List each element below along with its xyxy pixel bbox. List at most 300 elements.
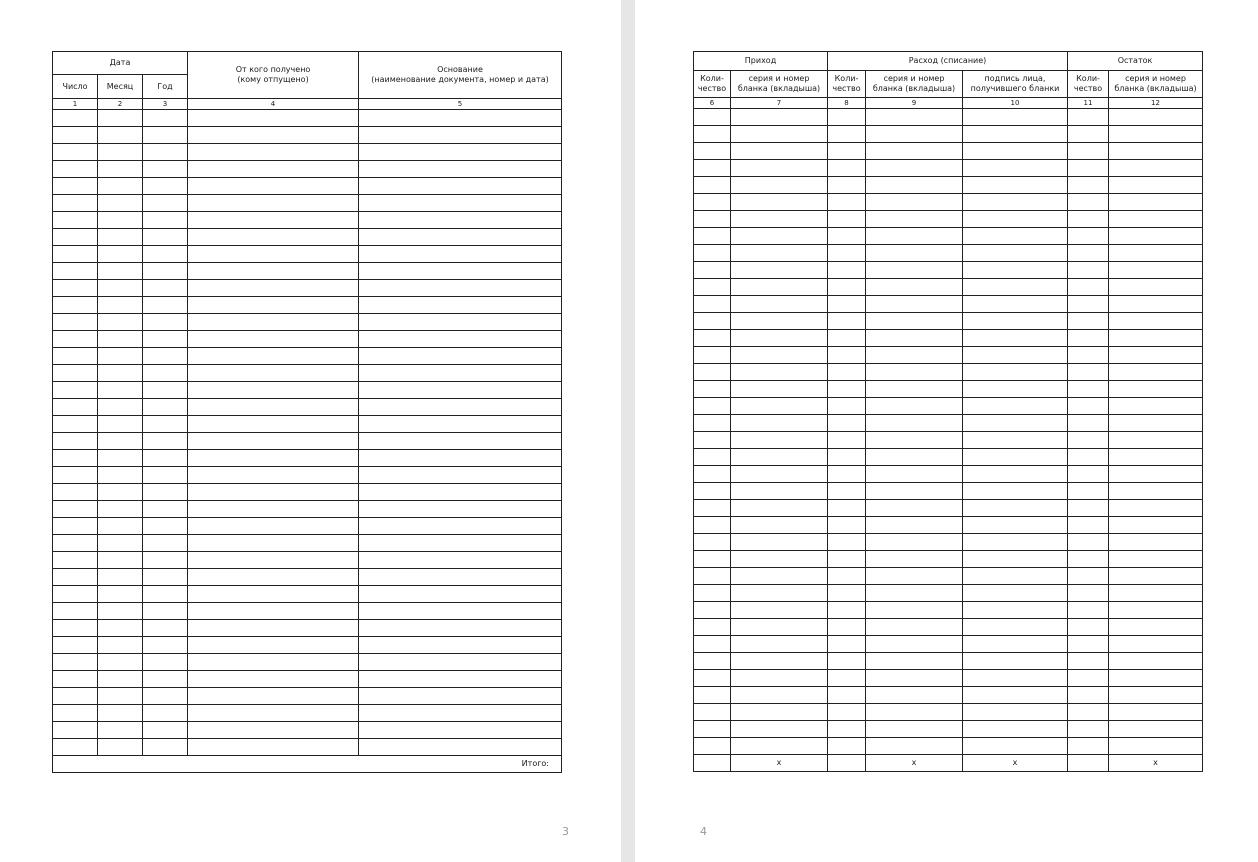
table-cell[interactable] <box>188 212 359 229</box>
table-cell[interactable] <box>1109 398 1203 415</box>
table-cell[interactable] <box>143 195 188 212</box>
table-cell[interactable] <box>1068 687 1109 704</box>
table-cell[interactable] <box>98 586 143 603</box>
table-cell[interactable] <box>731 568 828 585</box>
table-cell[interactable] <box>359 484 562 501</box>
table-cell[interactable] <box>963 398 1068 415</box>
table-cell[interactable] <box>359 348 562 365</box>
table-cell[interactable] <box>359 671 562 688</box>
table-cell[interactable] <box>1109 432 1203 449</box>
table-cell[interactable] <box>731 466 828 483</box>
table-cell[interactable] <box>963 687 1068 704</box>
table-cell[interactable] <box>1068 262 1109 279</box>
table-cell[interactable] <box>359 416 562 433</box>
table-cell[interactable] <box>694 364 731 381</box>
table-cell[interactable] <box>53 722 98 739</box>
table-cell[interactable] <box>98 671 143 688</box>
table-cell[interactable] <box>963 619 1068 636</box>
table-cell[interactable] <box>188 229 359 246</box>
table-cell[interactable] <box>98 450 143 467</box>
table-cell[interactable] <box>1068 177 1109 194</box>
table-cell[interactable] <box>828 398 866 415</box>
table-cell[interactable] <box>1109 109 1203 126</box>
table-cell[interactable] <box>963 585 1068 602</box>
table-cell[interactable] <box>866 568 963 585</box>
table-cell[interactable] <box>694 245 731 262</box>
table-cell[interactable] <box>1068 636 1109 653</box>
table-cell[interactable] <box>359 144 562 161</box>
table-cell[interactable] <box>188 433 359 450</box>
table-cell[interactable] <box>694 517 731 534</box>
table-cell[interactable] <box>359 110 562 127</box>
table-cell[interactable] <box>731 126 828 143</box>
table-cell[interactable] <box>53 501 98 518</box>
table-cell[interactable] <box>1068 415 1109 432</box>
table-cell[interactable] <box>53 348 98 365</box>
table-cell[interactable] <box>53 280 98 297</box>
table-cell[interactable] <box>188 314 359 331</box>
table-cell[interactable] <box>828 347 866 364</box>
table-cell[interactable] <box>188 467 359 484</box>
table-cell[interactable] <box>694 636 731 653</box>
table-cell[interactable] <box>866 670 963 687</box>
table-cell[interactable] <box>694 228 731 245</box>
table-cell[interactable] <box>143 620 188 637</box>
table-cell[interactable] <box>866 602 963 619</box>
table-cell[interactable] <box>963 330 1068 347</box>
table-cell[interactable] <box>828 262 866 279</box>
table-cell[interactable] <box>188 688 359 705</box>
table-cell[interactable] <box>694 279 731 296</box>
table-cell[interactable] <box>188 722 359 739</box>
table-cell[interactable] <box>53 552 98 569</box>
table-cell[interactable] <box>143 161 188 178</box>
table-cell[interactable] <box>1068 517 1109 534</box>
table-cell[interactable] <box>828 330 866 347</box>
table-cell[interactable] <box>188 739 359 756</box>
table-cell[interactable] <box>359 178 562 195</box>
table-cell[interactable] <box>359 467 562 484</box>
table-cell[interactable] <box>963 653 1068 670</box>
table-cell[interactable] <box>98 280 143 297</box>
table-cell[interactable] <box>98 399 143 416</box>
table-cell[interactable] <box>963 721 1068 738</box>
table-cell[interactable] <box>188 331 359 348</box>
table-cell[interactable] <box>1109 262 1203 279</box>
table-cell[interactable] <box>98 467 143 484</box>
table-cell[interactable] <box>98 246 143 263</box>
table-cell[interactable] <box>828 296 866 313</box>
table-cell[interactable] <box>188 637 359 654</box>
table-cell[interactable] <box>1109 500 1203 517</box>
table-cell[interactable] <box>53 450 98 467</box>
table-cell[interactable] <box>963 449 1068 466</box>
table-cell[interactable] <box>828 483 866 500</box>
table-cell[interactable] <box>143 552 188 569</box>
table-cell[interactable] <box>53 365 98 382</box>
table-cell[interactable] <box>53 297 98 314</box>
table-cell[interactable] <box>963 466 1068 483</box>
table-cell[interactable] <box>98 501 143 518</box>
table-cell[interactable] <box>731 364 828 381</box>
table-cell[interactable] <box>694 398 731 415</box>
table-cell[interactable] <box>828 534 866 551</box>
table-cell[interactable] <box>694 483 731 500</box>
table-cell[interactable] <box>359 688 562 705</box>
table-cell[interactable] <box>1109 738 1203 755</box>
table-cell[interactable] <box>694 619 731 636</box>
table-cell[interactable] <box>53 382 98 399</box>
table-cell[interactable] <box>1068 398 1109 415</box>
table-cell[interactable] <box>828 449 866 466</box>
table-cell[interactable] <box>143 688 188 705</box>
table-cell[interactable] <box>1109 483 1203 500</box>
table-cell[interactable] <box>866 483 963 500</box>
table-cell[interactable] <box>98 654 143 671</box>
table-cell[interactable] <box>188 365 359 382</box>
table-cell[interactable] <box>1109 211 1203 228</box>
table-cell[interactable] <box>98 416 143 433</box>
table-cell[interactable] <box>98 722 143 739</box>
table-cell[interactable] <box>143 314 188 331</box>
table-cell[interactable] <box>359 603 562 620</box>
table-cell[interactable] <box>731 398 828 415</box>
table-cell[interactable] <box>866 279 963 296</box>
table-cell[interactable] <box>1109 466 1203 483</box>
table-cell[interactable] <box>359 195 562 212</box>
table-cell[interactable] <box>963 211 1068 228</box>
table-cell[interactable] <box>359 518 562 535</box>
table-cell[interactable] <box>143 586 188 603</box>
table-cell[interactable] <box>828 636 866 653</box>
table-cell[interactable] <box>963 143 1068 160</box>
table-cell[interactable] <box>828 415 866 432</box>
table-cell[interactable] <box>866 619 963 636</box>
table-cell[interactable] <box>53 535 98 552</box>
table-cell[interactable] <box>828 245 866 262</box>
table-cell[interactable] <box>963 262 1068 279</box>
table-cell[interactable] <box>828 194 866 211</box>
table-cell[interactable] <box>98 433 143 450</box>
table-cell[interactable] <box>359 620 562 637</box>
table-cell[interactable] <box>731 483 828 500</box>
table-cell[interactable] <box>828 364 866 381</box>
table-cell[interactable] <box>359 569 562 586</box>
table-cell[interactable] <box>731 143 828 160</box>
table-cell[interactable] <box>694 534 731 551</box>
table-cell[interactable] <box>98 535 143 552</box>
table-cell[interactable] <box>188 280 359 297</box>
table-cell[interactable] <box>828 109 866 126</box>
table-cell[interactable] <box>694 432 731 449</box>
table-cell[interactable] <box>731 704 828 721</box>
table-cell[interactable] <box>731 687 828 704</box>
table-cell[interactable] <box>694 143 731 160</box>
table-cell[interactable] <box>143 212 188 229</box>
table-cell[interactable] <box>731 330 828 347</box>
table-cell[interactable] <box>866 160 963 177</box>
table-cell[interactable] <box>1109 721 1203 738</box>
table-cell[interactable] <box>694 500 731 517</box>
table-cell[interactable] <box>731 449 828 466</box>
table-cell[interactable] <box>963 551 1068 568</box>
table-cell[interactable] <box>1068 160 1109 177</box>
table-cell[interactable] <box>143 399 188 416</box>
table-cell[interactable] <box>866 313 963 330</box>
table-cell[interactable] <box>866 245 963 262</box>
table-cell[interactable] <box>188 399 359 416</box>
table-cell[interactable] <box>53 178 98 195</box>
table-cell[interactable] <box>1068 126 1109 143</box>
table-cell[interactable] <box>98 705 143 722</box>
table-cell[interactable] <box>866 194 963 211</box>
table-cell[interactable] <box>53 637 98 654</box>
table-cell[interactable] <box>143 178 188 195</box>
table-cell[interactable] <box>866 364 963 381</box>
table-cell[interactable] <box>53 603 98 620</box>
table-cell[interactable] <box>694 262 731 279</box>
table-cell[interactable] <box>963 194 1068 211</box>
table-cell[interactable] <box>98 484 143 501</box>
table-cell[interactable] <box>828 653 866 670</box>
table-cell[interactable] <box>188 263 359 280</box>
table-cell[interactable] <box>1109 143 1203 160</box>
table-cell[interactable] <box>866 704 963 721</box>
table-cell[interactable] <box>1109 177 1203 194</box>
table-cell[interactable] <box>188 654 359 671</box>
table-cell[interactable] <box>694 687 731 704</box>
table-cell[interactable] <box>731 721 828 738</box>
table-cell[interactable] <box>694 568 731 585</box>
table-cell[interactable] <box>143 603 188 620</box>
table-cell[interactable] <box>359 263 562 280</box>
table-cell[interactable] <box>694 704 731 721</box>
table-cell[interactable] <box>53 671 98 688</box>
table-cell[interactable] <box>53 586 98 603</box>
table-cell[interactable] <box>1068 721 1109 738</box>
table-cell[interactable] <box>143 722 188 739</box>
table-cell[interactable] <box>1109 160 1203 177</box>
table-cell[interactable] <box>694 381 731 398</box>
table-cell[interactable] <box>359 246 562 263</box>
table-cell[interactable] <box>1068 347 1109 364</box>
table-cell[interactable] <box>188 178 359 195</box>
table-cell[interactable] <box>731 585 828 602</box>
table-cell[interactable] <box>143 484 188 501</box>
table-cell[interactable] <box>1068 466 1109 483</box>
table-cell[interactable] <box>1068 568 1109 585</box>
table-cell[interactable] <box>694 347 731 364</box>
table-cell[interactable] <box>359 280 562 297</box>
table-cell[interactable] <box>1109 585 1203 602</box>
table-cell[interactable] <box>1068 551 1109 568</box>
table-cell[interactable] <box>98 569 143 586</box>
table-cell[interactable] <box>694 449 731 466</box>
table-cell[interactable] <box>963 670 1068 687</box>
table-cell[interactable] <box>866 330 963 347</box>
table-cell[interactable] <box>1109 364 1203 381</box>
table-cell[interactable] <box>143 365 188 382</box>
table-cell[interactable] <box>1109 534 1203 551</box>
table-cell[interactable] <box>98 688 143 705</box>
table-cell[interactable] <box>731 160 828 177</box>
table-cell[interactable] <box>866 500 963 517</box>
table-cell[interactable] <box>188 110 359 127</box>
table-cell[interactable] <box>1068 670 1109 687</box>
table-cell[interactable] <box>828 177 866 194</box>
table-cell[interactable] <box>963 126 1068 143</box>
table-cell[interactable] <box>866 551 963 568</box>
table-cell[interactable] <box>143 110 188 127</box>
table-cell[interactable] <box>1068 619 1109 636</box>
table-cell[interactable] <box>1068 313 1109 330</box>
table-cell[interactable] <box>1068 432 1109 449</box>
table-cell[interactable] <box>866 415 963 432</box>
table-cell[interactable] <box>731 381 828 398</box>
table-cell[interactable] <box>359 586 562 603</box>
table-cell[interactable] <box>359 433 562 450</box>
table-cell[interactable] <box>828 738 866 755</box>
table-cell[interactable] <box>143 331 188 348</box>
table-cell[interactable] <box>731 534 828 551</box>
table-cell[interactable] <box>1109 602 1203 619</box>
table-cell[interactable] <box>188 501 359 518</box>
table-cell[interactable] <box>694 313 731 330</box>
table-cell[interactable] <box>53 688 98 705</box>
table-cell[interactable] <box>694 551 731 568</box>
table-cell[interactable] <box>359 365 562 382</box>
table-cell[interactable] <box>866 211 963 228</box>
table-cell[interactable] <box>98 739 143 756</box>
table-cell[interactable] <box>694 109 731 126</box>
table-cell[interactable] <box>731 313 828 330</box>
table-cell[interactable] <box>1109 687 1203 704</box>
table-cell[interactable] <box>359 501 562 518</box>
table-cell[interactable] <box>1068 279 1109 296</box>
table-cell[interactable] <box>188 552 359 569</box>
table-cell[interactable] <box>1109 619 1203 636</box>
table-cell[interactable] <box>53 127 98 144</box>
table-cell[interactable] <box>188 450 359 467</box>
table-cell[interactable] <box>359 552 562 569</box>
table-cell[interactable] <box>731 177 828 194</box>
table-cell[interactable] <box>1068 500 1109 517</box>
table-cell[interactable] <box>359 654 562 671</box>
table-cell[interactable] <box>1109 670 1203 687</box>
table-cell[interactable] <box>731 517 828 534</box>
table-cell[interactable] <box>53 110 98 127</box>
table-cell[interactable] <box>694 126 731 143</box>
table-cell[interactable] <box>359 382 562 399</box>
table-cell[interactable] <box>963 415 1068 432</box>
table-cell[interactable] <box>359 297 562 314</box>
table-cell[interactable] <box>866 636 963 653</box>
table-cell[interactable] <box>731 670 828 687</box>
table-cell[interactable] <box>731 653 828 670</box>
table-cell[interactable] <box>143 671 188 688</box>
table-cell[interactable] <box>98 110 143 127</box>
table-cell[interactable] <box>963 636 1068 653</box>
table-cell[interactable] <box>53 705 98 722</box>
table-cell[interactable] <box>731 211 828 228</box>
table-cell[interactable] <box>98 229 143 246</box>
table-cell[interactable] <box>963 347 1068 364</box>
table-cell[interactable] <box>143 297 188 314</box>
table-cell[interactable] <box>694 466 731 483</box>
table-cell[interactable] <box>188 144 359 161</box>
table-cell[interactable] <box>866 262 963 279</box>
table-cell[interactable] <box>1068 330 1109 347</box>
table-cell[interactable] <box>188 603 359 620</box>
table-cell[interactable] <box>866 347 963 364</box>
table-cell[interactable] <box>963 245 1068 262</box>
table-cell[interactable] <box>866 228 963 245</box>
table-cell[interactable] <box>188 195 359 212</box>
table-cell[interactable] <box>98 331 143 348</box>
table-cell[interactable] <box>98 263 143 280</box>
table-cell[interactable] <box>359 229 562 246</box>
table-cell[interactable] <box>1068 228 1109 245</box>
table-cell[interactable] <box>963 279 1068 296</box>
table-cell[interactable] <box>828 670 866 687</box>
table-cell[interactable] <box>98 212 143 229</box>
table-cell[interactable] <box>963 109 1068 126</box>
table-cell[interactable] <box>866 517 963 534</box>
table-cell[interactable] <box>828 160 866 177</box>
table-cell[interactable] <box>1109 245 1203 262</box>
table-cell[interactable] <box>963 381 1068 398</box>
table-cell[interactable] <box>828 279 866 296</box>
table-cell[interactable] <box>359 314 562 331</box>
table-cell[interactable] <box>1109 330 1203 347</box>
table-cell[interactable] <box>359 399 562 416</box>
table-cell[interactable] <box>1109 347 1203 364</box>
table-cell[interactable] <box>1109 194 1203 211</box>
table-cell[interactable] <box>731 602 828 619</box>
table-cell[interactable] <box>866 126 963 143</box>
table-cell[interactable] <box>53 416 98 433</box>
table-cell[interactable] <box>828 211 866 228</box>
table-cell[interactable] <box>963 534 1068 551</box>
table-cell[interactable] <box>188 705 359 722</box>
table-cell[interactable] <box>731 262 828 279</box>
table-cell[interactable] <box>359 212 562 229</box>
table-cell[interactable] <box>694 670 731 687</box>
table-cell[interactable] <box>1068 143 1109 160</box>
table-cell[interactable] <box>188 586 359 603</box>
table-cell[interactable] <box>1068 738 1109 755</box>
table-cell[interactable] <box>98 620 143 637</box>
table-cell[interactable] <box>828 517 866 534</box>
table-cell[interactable] <box>866 449 963 466</box>
table-cell[interactable] <box>866 653 963 670</box>
table-cell[interactable] <box>866 143 963 160</box>
table-cell[interactable] <box>963 228 1068 245</box>
table-cell[interactable] <box>1109 415 1203 432</box>
table-cell[interactable] <box>1109 551 1203 568</box>
table-cell[interactable] <box>143 127 188 144</box>
table-cell[interactable] <box>143 705 188 722</box>
table-cell[interactable] <box>694 415 731 432</box>
table-cell[interactable] <box>143 535 188 552</box>
table-cell[interactable] <box>98 518 143 535</box>
table-cell[interactable] <box>694 738 731 755</box>
table-cell[interactable] <box>1068 585 1109 602</box>
table-cell[interactable] <box>828 500 866 517</box>
table-cell[interactable] <box>1068 704 1109 721</box>
table-cell[interactable] <box>1068 449 1109 466</box>
table-cell[interactable] <box>963 704 1068 721</box>
